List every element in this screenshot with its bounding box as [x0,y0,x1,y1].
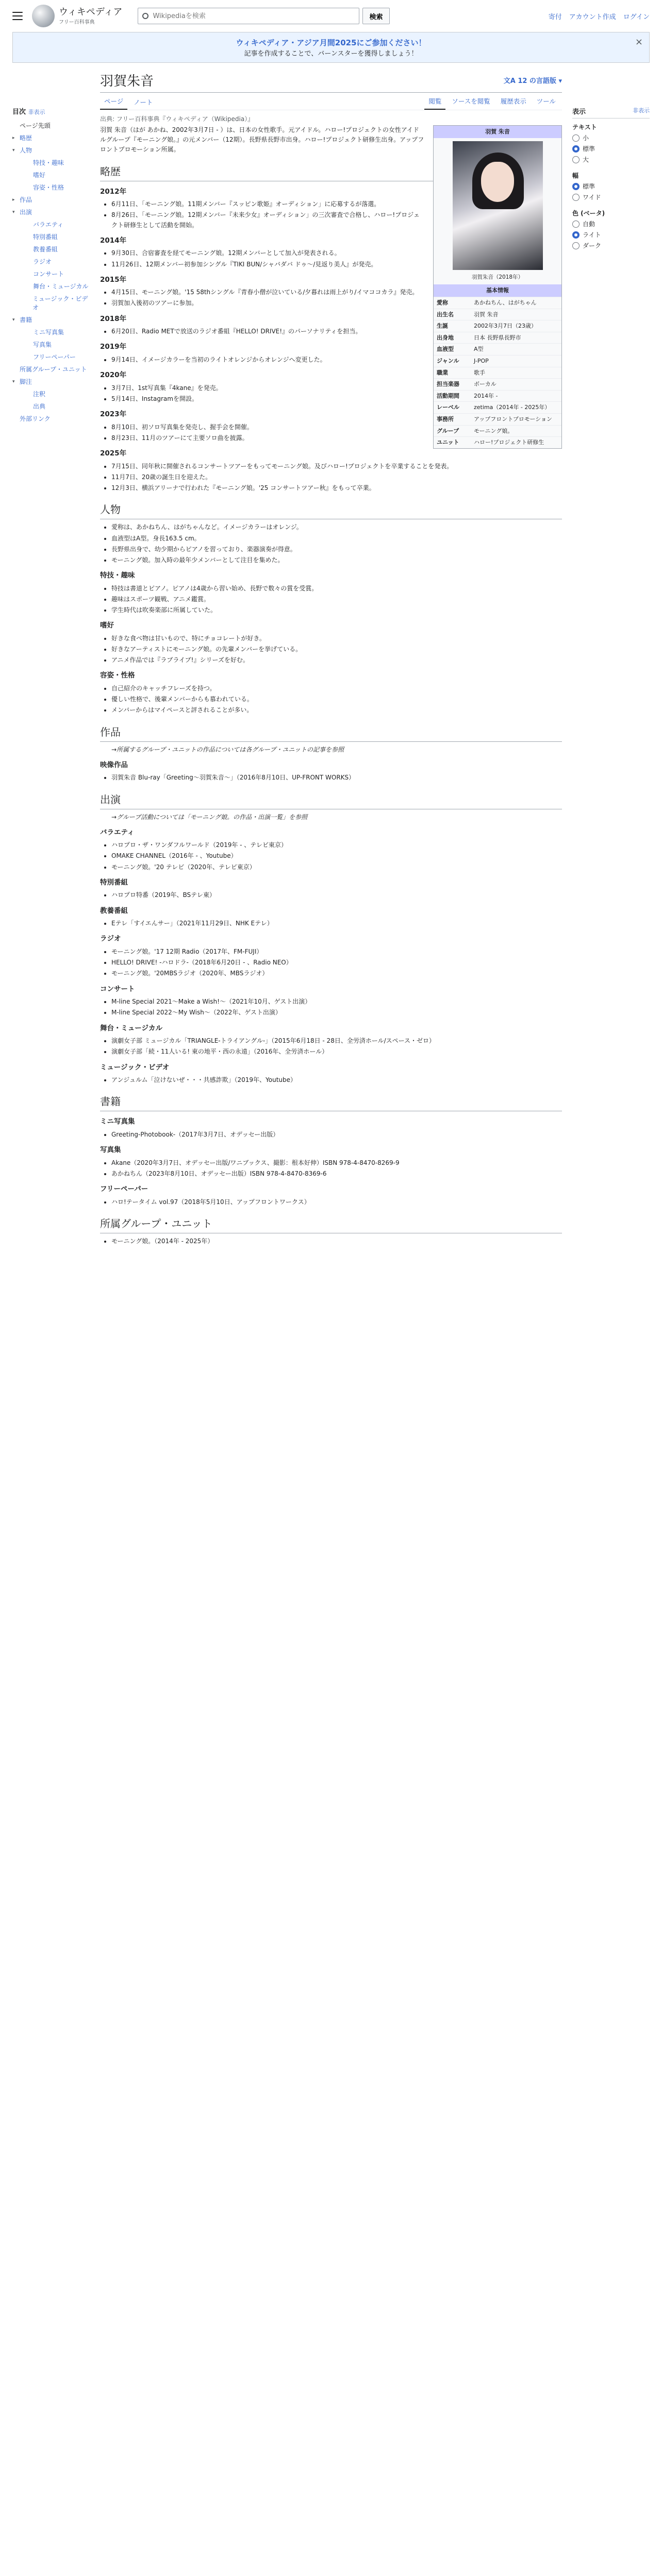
toc-link[interactable]: ラジオ [33,258,52,265]
banner-title[interactable]: ウィキペディア・アジア月間2025にご参加ください！ [236,38,426,47]
radio-option[interactable] [572,241,650,250]
bullet-list [111,584,562,616]
list-item: • 羽賀朱音 Blu-ray「Greeting～羽賀朱音～」（2016年8月10日、UP-FRONT WORKS） [111,773,562,783]
list-item: • Greeting-Photobook-（2017年3月7日、オデッセー出版） [111,1130,562,1140]
list-item: • Akane（2020年3月7日、オデッセー出版/ワニブックス、撮影：根本好伸）ISBN 978-4-8470-8269-9 [111,1158,562,1168]
toc-item[interactable] [12,340,90,349]
toc-link[interactable]: 容姿・性格 [33,184,64,191]
toc-item[interactable] [12,232,90,241]
toc-link[interactable]: 脚注 [20,378,32,385]
infobox-row [434,320,561,332]
toc-item[interactable] [12,269,90,278]
list-item: • 愛称は、あかねちん、はがちゃんなど。イメージカラーはオレンジ。 [111,522,562,532]
radio-button-icon[interactable] [572,194,580,201]
radio-label: ワイド [583,194,601,201]
list-item: • アンジュルム「泣けないぜ・・・共感詐欺」（2019年、Youtube） [111,1075,562,1085]
year-heading: 2025年 [100,449,127,458]
infobox-row [434,425,561,437]
toc-link[interactable]: 特別番組 [33,233,58,241]
section-video: 映像作品 [100,760,128,769]
section-photo: 写真集 [100,1146,121,1155]
infobox-row [434,309,561,320]
radio-label: 自動 [583,221,595,228]
list-item: • M-line Special 2022～My Wish～（2022年、ゲスト出演） [111,1008,562,1018]
toc-link[interactable]: ミュージック・ビデオ [32,295,88,311]
site-subtitle: 出典: フリー百科事典『ウィキペディア（Wikipedia）』 [100,115,254,123]
infobox-value: ハロー!プロジェクト研修生 [474,439,544,446]
works-note: →所属するグループ・ユニットの作品については各グループ・ユニットの記事を参照 [111,745,344,753]
table-of-contents [12,70,90,1249]
section-mini: ミニ写真集 [100,1117,135,1126]
radio-label: 標準 [583,145,595,152]
list-item: • Eテレ「すイエんサー」（2021年11月29日、NHK Eテレ） [111,919,562,928]
section-stage: 舞台・ミュージカル [100,1024,162,1032]
text-size-group: テキスト 小 標準 大 [572,123,650,164]
infobox-label: 担当楽器 [437,381,459,388]
bullet-list [111,1236,562,1246]
list-item: • 11月7日、20歳の誕生日を迎えた。 [111,472,562,482]
donate-link[interactable]: 寄付 [548,13,562,21]
login-link[interactable]: ログイン [623,13,650,21]
infobox-row [434,378,561,390]
list-item: • アニメ作品では『ラブライブ!』シリーズを好む。 [111,655,562,665]
page-tabs [100,93,562,110]
list-item: • 3月7日、1st写真集『4kane』を発売。 [111,383,562,393]
infobox-row [434,343,561,355]
list-item: • 演劇女子部 ミュージカル「TRIANGLE-トライアングル-」（2015年6月18日 - 28日、全労済ホール/スペース・ゼロ） [111,1036,562,1046]
year-heading: 2018年 [100,314,127,323]
bullet-list [111,997,562,1018]
radio-label: ダーク [583,242,602,249]
appearance-hide-link[interactable]: 非表示 [633,107,650,114]
section-concert: コンサート [100,985,135,993]
infobox-label: グループ [437,427,459,434]
infobox-value: J-POP [474,357,489,364]
toc-link[interactable]: 特技・趣味 [33,159,64,166]
infobox-label: 出身地 [437,334,454,341]
toc-link[interactable]: 外部リンク [20,415,51,422]
infobox-row [434,390,561,402]
toc-link[interactable]: 書籍 [20,316,32,324]
bullet-list [111,890,562,900]
list-item: • 羽賀加入後初のツアーに参加。 [111,298,562,308]
toc-caret-icon[interactable]: ▾ [12,209,15,215]
toc-link[interactable]: 出演 [20,209,32,216]
list-item: • 8月26日、「モーニング娘。12期メンバー『未来少女』オーディション」の三次審査で合格し、ハロー!プロジェクト研修生として活動を開始。 [111,210,562,230]
radio-button-icon[interactable] [572,145,580,152]
infobox-value: A型 [474,346,484,353]
tab-tools[interactable]: ツール [536,97,556,105]
infobox-row [434,297,561,309]
list-item: • 学生時代は吹奏楽部に所属していた。 [111,605,562,615]
toc-item[interactable] [12,328,90,336]
toc-caret-icon[interactable]: ▸ [12,135,15,141]
toc-item[interactable] [12,183,90,192]
section-skills: 特技・趣味 [100,571,135,580]
search-button[interactable]: 検索 [362,8,389,24]
infobox-title: 羽賀 朱音 [434,126,561,138]
toc-item[interactable] [12,146,90,155]
search-input[interactable] [153,12,355,20]
wikipedia-logo[interactable] [32,5,122,27]
list-item: • 8月10日、初ソロ写真集を発売し、握手会を開催。 [111,422,562,432]
bullet-list [111,634,562,666]
radio-label: 小 [583,134,589,142]
tab-page[interactable]: ページ [100,93,127,110]
year-heading: 2023年 [100,410,127,419]
list-item: • モーニング娘。'20 テレビ（2020年、テレビ東京） [111,862,562,872]
toc-heading: 目次 非表示 [12,108,45,116]
radio-label: 標準 [583,183,595,190]
radio-option[interactable] [572,219,650,228]
radio-option[interactable] [572,155,650,164]
intro-paragraph: 羽賀 朱音（はが あかね、2002年3月7日 - ）は、日本の女性歌手。元アイドル。ハロー!プロジェクトの女性アイドルグループ『モーニング娘。』の元メンバー（12期）。長野県長野市出身。ハロー!プロジェクト研修生出身。アップフロントプロモーション所属。 [100,126,424,154]
section-person: 人物 [100,501,562,519]
toc-item[interactable] [12,365,90,374]
toc-link[interactable]: ミニ写真集 [33,329,64,336]
toc-link[interactable]: バラエティ [33,221,64,228]
radio-button-icon[interactable] [572,134,580,142]
section-looks: 容姿・性格 [100,671,135,680]
bullet-list [111,462,562,494]
toc-link[interactable]: 写真集 [33,341,52,348]
list-item: • OMAKE CHANNEL（2016年 - 、Youtube） [111,851,562,861]
list-item: • 6月11日、「モーニング娘。11期メンバー『スッピン歌姫』オーディション」に応募するが落選。 [111,199,562,209]
search-box[interactable] [138,8,359,24]
section-edu: 教養番組 [100,906,128,915]
bullet-list [111,773,562,783]
portrait-photo[interactable] [453,141,543,270]
bullet-list [111,1158,562,1179]
infobox-row [434,401,561,413]
infobox-value: あかねちん、はがちゃん [474,299,537,306]
radio-option[interactable] [572,230,650,239]
year-heading: 2020年 [100,371,127,380]
toc-item[interactable] [12,195,90,204]
bullet-list [111,1036,562,1057]
toc-item[interactable] [12,171,90,179]
infobox-value: モーニング娘。 [474,427,514,434]
list-item: • モーニング娘。（2014年 - 2025年） [111,1236,562,1246]
infobox-row [434,367,561,379]
width-group: 幅 標準 ワイド [572,171,650,201]
shows-note: →グループ活動については「モーニング娘。の作品・出演一覧」を参照 [111,813,308,821]
section-free: フリーペーパー [100,1185,148,1194]
toc-link[interactable]: 舞台・ミュージカル [33,283,89,290]
list-item: • HELLO! DRIVE! -ハロドラ-（2018年6月20日 - 、Radio NEO） [111,958,562,968]
logo-title: ウィキペディア [59,6,123,18]
tab-history[interactable]: 履歴表示 [500,97,526,105]
photo-caption: 羽賀朱音（2018年） [471,274,524,280]
section-history: 略歴 [100,163,562,181]
year-heading: 2015年 [100,275,127,284]
toc-link[interactable]: 略歴 [20,134,32,142]
bullet-list [111,522,562,565]
toc-link[interactable]: 注釈 [33,391,46,398]
list-item: • 演劇女子部「続・11人いる! 東の地平・西の永遠」（2016年、全労済ホール） [111,1047,562,1057]
list-item: • モーニング娘。'17 12期 Radio（2017年、FM-FUJI） [111,947,562,957]
banner-subtitle: 記事を作成することで、バーンスターを獲得しましょう！ [244,50,418,58]
user-links [549,11,650,21]
radio-option[interactable] [572,193,650,201]
list-item: • 6月20日、Radio METで放送のラジオ番組『HELLO! DRIVE!』のパーソナリティを担当。 [111,327,562,336]
appearance-panel [572,70,650,1249]
toc-item[interactable] [12,121,90,130]
toc-item[interactable] [12,220,90,229]
infobox-label: 出生名 [437,311,454,318]
list-item: • 12月3日、横浜アリーナで行われた『モーニング娘。'25 コンサートツアー秋』をもって卒業。 [111,483,562,493]
infobox-label: ユニット [437,439,459,446]
radio-option[interactable] [572,133,650,142]
toc-item[interactable] [12,257,90,266]
list-item: • 9月30日、合宿審査を経てモーニング娘。12期メンバーとして加入が発表される。 [111,248,562,258]
year-heading: 2019年 [100,343,127,351]
radio-button-icon[interactable] [572,221,580,228]
section-mv: ミュージック・ビデオ [100,1063,170,1072]
toc-caret-icon[interactable]: ▾ [12,147,15,153]
list-item: • 8月23日、11月のツアーにて主要ソロ曲を披露。 [111,433,562,443]
toc-item[interactable] [12,245,90,253]
list-item: • ハロプロ特番（2019年、BSテレ東） [111,890,562,900]
tab-read[interactable]: 閲覧 [424,93,445,110]
list-item: • 7月15日、同年秋に開催されるコンサートツアーをもってモーニング娘。及びハロー!プロジェクトを卒業することを発表。 [111,462,562,471]
section-books: 書籍 [100,1093,562,1111]
list-item: • 5月14日、Instagramを開設。 [111,394,562,404]
toc-link[interactable]: 人物 [20,147,32,154]
toc-item[interactable] [12,282,90,291]
toc-item[interactable] [12,402,90,411]
radio-label: ライト [583,231,601,239]
list-item: • 優しい性格で、後輩メンバーからも慕われている。 [111,694,562,704]
list-item: • ハロ!テータイム vol.97（2018年5月10日、アップフロントワークス） [111,1197,562,1207]
bullet-list [111,1197,562,1207]
close-icon[interactable]: × [635,37,643,47]
infobox-label: 血液型 [437,346,454,353]
toc-link[interactable]: 作品 [20,196,32,204]
bullet-list [111,919,562,928]
section-shows: 出演 [100,791,562,809]
appearance-heading: 表示 [572,108,586,116]
toc-link[interactable]: コンサート [33,270,64,278]
bullet-list [111,1130,562,1140]
section-works: 作品 [100,724,562,742]
toc-caret-icon[interactable]: ▾ [12,317,15,323]
radio-button-icon[interactable] [572,183,580,190]
list-item: • メンバーからはマイペースと評されることが多い。 [111,705,562,715]
infobox-value: 日本 長野県長野市 [474,334,521,341]
section-likes: 嗜好 [100,621,114,630]
main-menu-icon[interactable] [12,12,23,20]
color-group: 色 (ベータ) 自動 ライト ダーク [572,209,650,250]
infobox-label: 愛称 [437,299,448,306]
list-item: • モーニング娘。加入時の最年少メンバーとして注目を集めた。 [111,555,562,565]
radio-button-icon[interactable] [572,231,580,239]
bullet-list [111,684,562,716]
infobox-row [434,413,561,425]
radio-label: 大 [583,156,589,163]
logo-subtitle: フリー百科事典 [59,19,95,25]
toc-item[interactable] [12,377,90,386]
infobox-value: zetima（2014年 - 2025年） [474,404,551,411]
infobox-row [434,436,561,448]
infobox-value: ボーカル [474,381,496,388]
radio-button-icon[interactable] [572,156,580,163]
infobox-label: ジャンル [437,357,459,364]
infobox-value: 羽賀 朱音 [474,311,499,318]
toc-item[interactable] [12,315,90,324]
toc-item[interactable] [12,158,90,167]
list-item: • 特技は書道とピアノ。ピアノは4歳から習い始め、長野で数々の賞を受賞。 [111,584,562,594]
toc-caret-icon[interactable]: ▸ [12,197,15,202]
infobox-row [434,355,561,367]
toc-link[interactable]: 出典 [33,403,46,410]
toc-link[interactable]: 嗜好 [33,172,46,179]
radio-option[interactable] [572,144,650,153]
section-groups: 所属グループ・ユニット [100,1215,562,1233]
wikipedia-globe-icon [32,5,55,27]
toc-item[interactable] [12,352,90,361]
create-account-link[interactable]: アカウント作成 [569,13,616,21]
list-item: • 4月15日、モーニング娘。'15 58thシングル『青春小僧が泣いている/夕暮れは雨上がり/イマココカラ』発売。 [111,287,562,297]
infobox-row [434,332,561,344]
toc-item[interactable] [12,389,90,398]
infobox-label: 職業 [437,369,448,376]
toc-link[interactable]: フリーペーパー [33,353,76,361]
list-item: • ハロプロ・ザ・ワンダフルワールド（2019年 - 、テレビ東京） [111,840,562,850]
list-item: • あかねちん（2023年8月10日、オデッセー出版）ISBN 978-4-8470-8369-6 [111,1169,562,1179]
infobox-value: 2014年 - [474,392,498,399]
toc-item[interactable] [12,294,90,312]
section-radio: ラジオ [100,935,121,943]
infobox-value: 2002年3月7日（23歳） [474,323,537,330]
tab-view-source[interactable]: ソースを閲覧 [452,97,490,105]
list-item: • 長野県出身で、幼少期からピアノを習っており、楽器演奏が得意。 [111,545,562,554]
bullet-list [111,840,562,872]
infobox-label: 生誕 [437,323,448,330]
infobox [433,125,562,449]
infobox-label: 事務所 [437,415,454,422]
list-item: • 自己紹介のキャッチフレーズを持つ。 [111,684,562,693]
infobox-label: レーベル [437,404,459,411]
list-item: • 好きなアーティストにモーニング娘。の先輩メンバーを挙げている。 [111,645,562,654]
site-header [0,0,662,32]
section-variety: バラエティ [100,828,135,837]
list-item: • 好きな食べ物は甘いもので、特にチョコレートが好き。 [111,634,562,643]
page-title: 羽賀朱音 [100,74,154,89]
toc-link[interactable]: 所属グループ・ユニット [20,366,87,373]
campaign-banner [12,32,650,63]
toc-hide-link[interactable]: 非表示 [28,109,45,115]
bullet-list [111,1075,562,1085]
year-heading: 2014年 [100,236,127,245]
toc-link[interactable]: ページ先頭 [20,122,51,129]
infobox-label: 活動期間 [437,392,459,399]
toc-item[interactable] [12,208,90,216]
toc-item[interactable] [12,133,90,142]
search-icon [142,13,148,19]
main-content [90,70,572,1249]
list-item: • モーニング娘。'20MBSラジオ（2020年、MBSラジオ） [111,969,562,978]
section-special: 特別番組 [100,878,128,887]
radio-option[interactable] [572,182,650,191]
infobox-value: 歌手 [474,369,485,376]
list-item: • 血液型はA型。身長163.5 cm。 [111,534,562,544]
language-button[interactable]: 文A 12 の言語版 ▾ [503,77,562,85]
toc-caret-icon[interactable]: ▾ [12,379,15,384]
toc-link[interactable]: 教養番組 [33,246,58,253]
list-item: • 11月26日、12期メンバー初参加シングル『TIKI BUN/シャバダバ ドゥ～/見返り美人』が発売。 [111,260,562,269]
tab-talk[interactable]: ノート [134,98,153,106]
list-item: • M-line Special 2021～Make a Wish!～（2021年10月、ゲスト出演） [111,997,562,1007]
list-item: • 9月14日、イメージカラーを当初のライトオレンジからオレンジへ変更した。 [111,355,562,365]
infobox-value: アップフロントプロモーション [474,415,553,422]
infobox-section: 基本情報 [434,284,561,297]
toc-item[interactable] [12,414,90,423]
year-heading: 2012年 [100,187,127,196]
radio-button-icon[interactable] [572,242,580,249]
bullet-list [111,947,562,979]
list-item: • 趣味はスポーツ観戦、アニメ鑑賞。 [111,595,562,604]
